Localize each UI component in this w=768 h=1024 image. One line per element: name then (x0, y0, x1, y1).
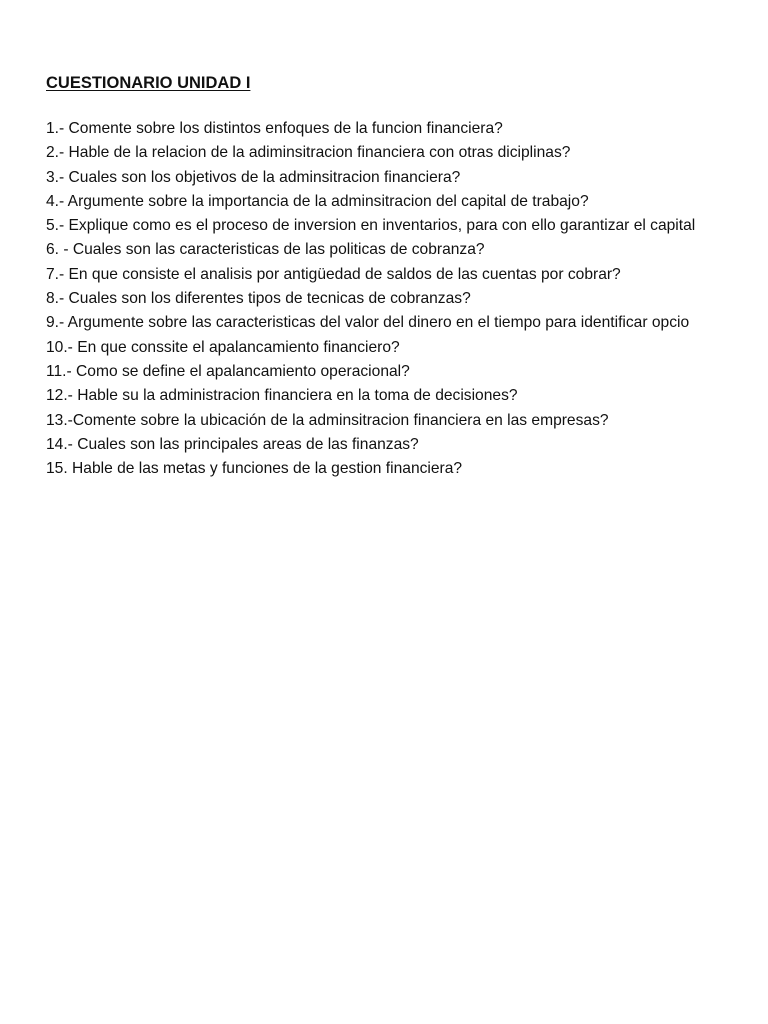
question-item: 13.-Comente sobre la ubicación de la adminsitracion financiera en las empresas? (46, 411, 609, 429)
question-item: 11.- Como se define el apalancamiento operacional? (46, 362, 410, 380)
question-item: 5.- Explique como es el proceso de inversion en inventarios, para con ello garantizar el capital (46, 217, 696, 235)
question-item: 3.- Cuales son los objetivos de la adminsitracion financiera? (46, 168, 461, 186)
question-item: 6. - Cuales son las caracteristicas de las politicas de cobranza? (46, 241, 485, 259)
question-item: 15. Hable de las metas y funciones de la gestion financiera? (46, 460, 463, 478)
question-item: 1.- Comente sobre los distintos enfoques de la funcion financiera? (46, 120, 503, 137)
question-item: 8.- Cuales son los diferentes tipos de tecnicas de cobranzas? (46, 290, 471, 308)
question-item: 2.- Hable de la relacion de la adiminsitracion financiera con otras diciplinas? (46, 144, 571, 162)
question-item: 14.- Cuales son las principales areas de las finanzas? (46, 435, 419, 453)
question-item: 10.- En que conssite el apalancamiento financiero? (46, 338, 400, 356)
question-item: 4.- Argumente sobre la importancia de la adminsitracion del capital de trabajo? (46, 192, 589, 210)
document-title: CUESTIONARIO UNIDAD I (46, 74, 251, 92)
question-item: 9.- Argumente sobre las caracteristicas del valor del dinero en el tiempo para identificar opcio (46, 314, 690, 332)
question-list (46, 117, 768, 481)
question-item: 12.- Hable su la administracion financiera en la toma de decisiones? (46, 387, 518, 405)
question-item: 7.- En que consiste el analisis por antigüedad de saldos de las cuentas por cobrar? (46, 265, 621, 283)
